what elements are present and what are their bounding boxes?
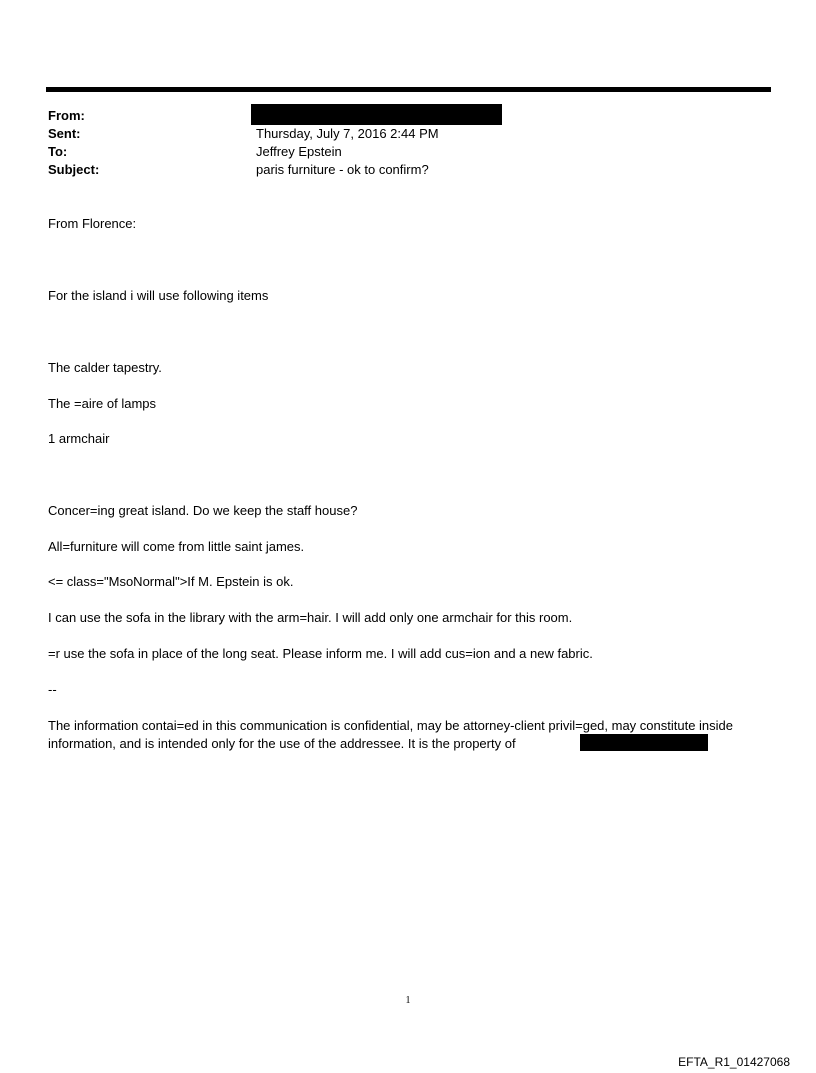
document-id: EFTA_R1_01427068 bbox=[678, 1055, 790, 1069]
to-label: To: bbox=[48, 144, 68, 159]
subject-value: paris furniture - ok to confirm? bbox=[256, 162, 429, 177]
class-line: <= class="MsoNormal">If M. Epstein is ok. bbox=[48, 574, 294, 589]
sent-value: Thursday, July 7, 2016 2:44 PM bbox=[256, 126, 439, 141]
from-label: From: bbox=[48, 108, 85, 123]
seat-line: =r use the sofa in place of the long seat. Please inform me. I will add cus=ion and a new fabric. bbox=[48, 646, 593, 661]
page-number: 1 bbox=[405, 995, 411, 1006]
intro-line: From Florence: bbox=[48, 216, 137, 231]
redacted-owner bbox=[580, 734, 708, 751]
subject-label: Subject: bbox=[48, 162, 100, 177]
island-line: For the island i will use following items bbox=[48, 288, 269, 303]
sent-label: Sent: bbox=[48, 126, 81, 141]
sofa-line: I can use the sofa in the library with the arm=hair. I will add only one armchair for this room. bbox=[48, 610, 573, 625]
to-value: Jeffrey Epstein bbox=[256, 144, 342, 159]
furniture-line: All=furniture will come from little saint james. bbox=[48, 539, 305, 554]
item-lamps: The =aire of lamps bbox=[48, 396, 157, 411]
disclaimer-paragraph: The information contai=ed in this communication is confidential, may be attorney-client privil=ged, may constitute inside information, and is intended only for the use of the addressee. It is the property of bbox=[48, 718, 734, 751]
item-armchair: 1 armchair bbox=[48, 431, 110, 446]
redacted-sender bbox=[251, 104, 502, 125]
separator-line: -- bbox=[48, 682, 57, 697]
item-tapestry: The calder tapestry. bbox=[48, 360, 162, 375]
great-island-line: Concer=ing great island. Do we keep the staff house? bbox=[48, 503, 358, 518]
top-rule bbox=[46, 87, 771, 92]
